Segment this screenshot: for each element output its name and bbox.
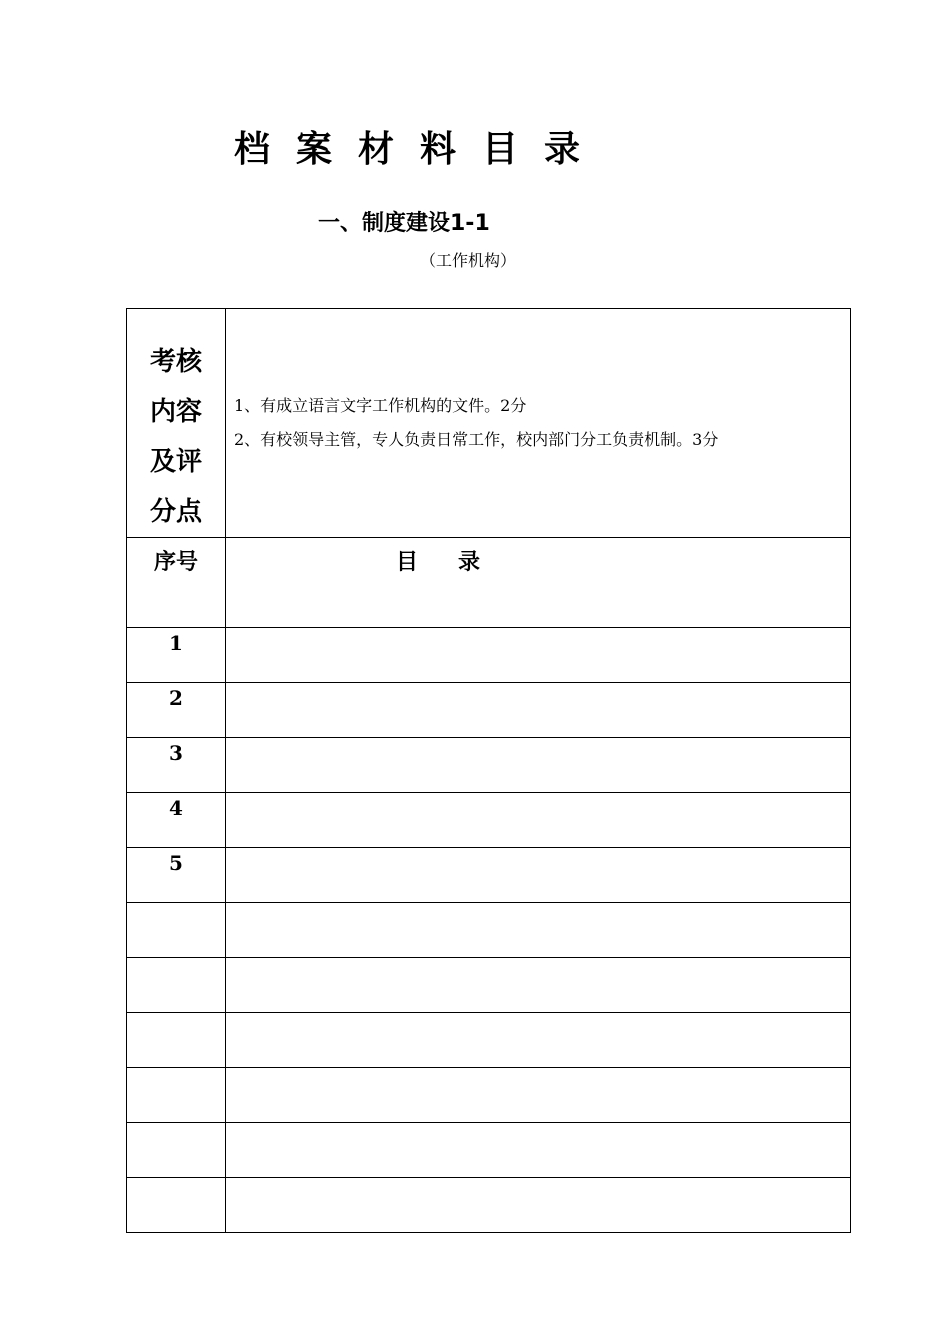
row-content[interactable] — [226, 628, 851, 683]
section-subtitle: （工作机构） — [420, 251, 517, 270]
row-index — [127, 1178, 226, 1233]
header-contents: 目录 — [226, 538, 851, 628]
row-content[interactable] — [226, 958, 851, 1013]
row-index: 3 — [127, 738, 226, 793]
header-index: 序号 — [127, 538, 226, 628]
page-title: 档案材料目录 — [234, 129, 607, 170]
table-row — [127, 1068, 851, 1123]
row-index — [127, 1068, 226, 1123]
row-content[interactable] — [226, 1013, 851, 1068]
table-row — [127, 958, 851, 1013]
row-index: 5 — [127, 848, 226, 903]
row-index: 4 — [127, 793, 226, 848]
table-header-row — [127, 538, 851, 628]
row-content[interactable] — [226, 1068, 851, 1123]
row-content[interactable] — [226, 903, 851, 958]
row-content[interactable] — [226, 793, 851, 848]
criteria-label-cell — [127, 309, 226, 538]
row-content[interactable] — [226, 1123, 851, 1178]
table-row — [127, 683, 851, 738]
criteria-content-cell — [226, 309, 851, 538]
table-row — [127, 738, 851, 793]
table-row — [127, 903, 851, 958]
criteria-label-line: 分点 — [149, 497, 202, 527]
row-content[interactable] — [226, 683, 851, 738]
row-content[interactable] — [226, 1178, 851, 1233]
row-content[interactable] — [226, 848, 851, 903]
row-index — [127, 1013, 226, 1068]
table-row — [127, 1013, 851, 1068]
criteria-label-line: 考核 — [149, 347, 202, 377]
table-body — [127, 628, 851, 1233]
row-index — [127, 1123, 226, 1178]
table-row — [127, 848, 851, 903]
table-row — [127, 793, 851, 848]
table-row — [127, 1178, 851, 1233]
table-row — [127, 628, 851, 683]
criteria-item: 2、有校领导主管，专人负责日常工作，校内部门分工负责机制。3分 — [234, 430, 719, 449]
criteria-item: 1、有成立语言文字工作机构的文件。2分 — [234, 396, 527, 415]
criteria-row — [127, 309, 851, 538]
row-index — [127, 903, 226, 958]
row-index: 2 — [127, 683, 226, 738]
row-index — [127, 958, 226, 1013]
table-row — [127, 1123, 851, 1178]
archive-catalog-table — [126, 308, 851, 1233]
row-content[interactable] — [226, 738, 851, 793]
section-title: 一、制度建设1-1 — [318, 211, 490, 236]
row-index: 1 — [127, 628, 226, 683]
criteria-label-line: 内容 — [149, 397, 202, 427]
criteria-label-line: 及评 — [149, 447, 202, 477]
